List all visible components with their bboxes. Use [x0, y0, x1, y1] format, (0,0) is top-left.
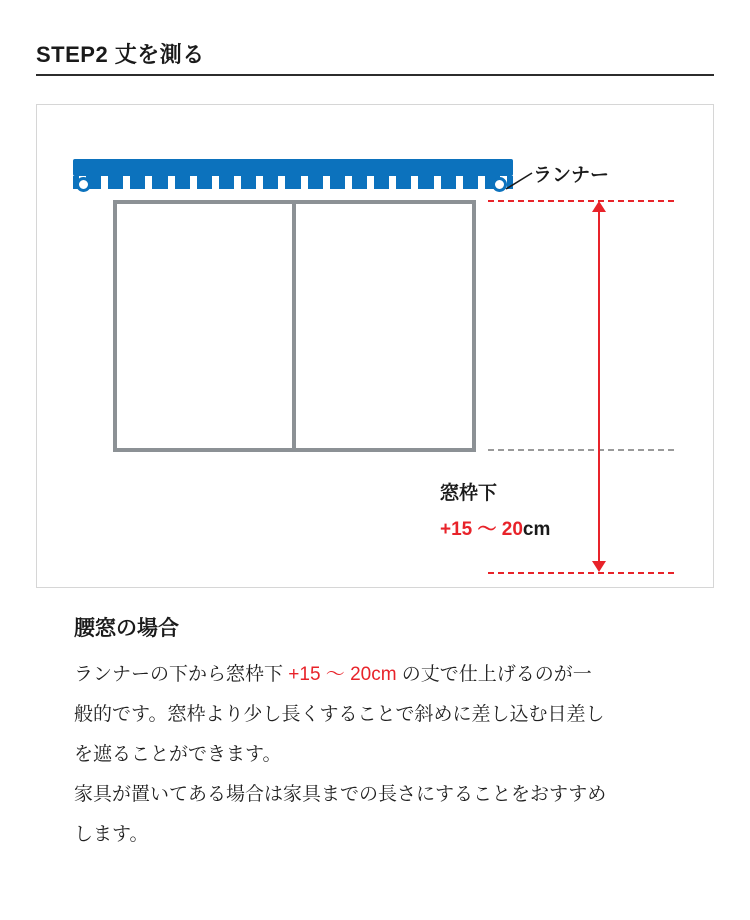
page-title: STEP2 丈を測る — [36, 42, 205, 67]
measurement-caption-line1: 窓枠下 — [440, 483, 498, 504]
description-title: 腰窓の場合 — [74, 617, 179, 640]
description-line-1a: ランナーの下から窓枠下 — [74, 664, 289, 685]
description-line-1-accent: +15 〜 20cm — [288, 664, 397, 685]
window-mullion — [292, 200, 296, 452]
ring-icon-left — [76, 177, 91, 192]
title-divider — [36, 74, 714, 76]
arrow-down-icon — [592, 561, 606, 572]
measurement-unit: cm — [522, 519, 551, 541]
description-line-4: 家具が置いてある場合は家具までの長さにすることをおすすめ — [74, 784, 607, 805]
guide-line-runner-level — [488, 200, 674, 202]
description-line-3: を遮ることができます。 — [74, 744, 282, 765]
measurement-caption — [440, 476, 550, 548]
measurement-value: +15 〜 20 — [440, 519, 523, 541]
runner-leader-line — [505, 172, 533, 190]
guide-line-window-sill — [488, 449, 674, 451]
description-line-2: 般的です。窓枠より少し長くすることで斜めに差し込む日差し — [74, 704, 605, 725]
runner-label: ランナー — [533, 165, 610, 186]
guide-line-curtain-hem — [488, 572, 674, 574]
measurement-caption-line2 — [440, 512, 550, 548]
description-line-1 — [74, 655, 674, 695]
curtain-rail-runner-slots — [79, 176, 507, 189]
measurement-arrow-shaft — [598, 208, 600, 564]
arrow-up-icon — [592, 201, 606, 212]
description-line-1b: の丈で仕上げるのが一 — [396, 664, 592, 685]
description-line-5: します。 — [74, 824, 149, 845]
curtain-rail-bar — [73, 159, 513, 176]
description-body — [74, 655, 674, 855]
